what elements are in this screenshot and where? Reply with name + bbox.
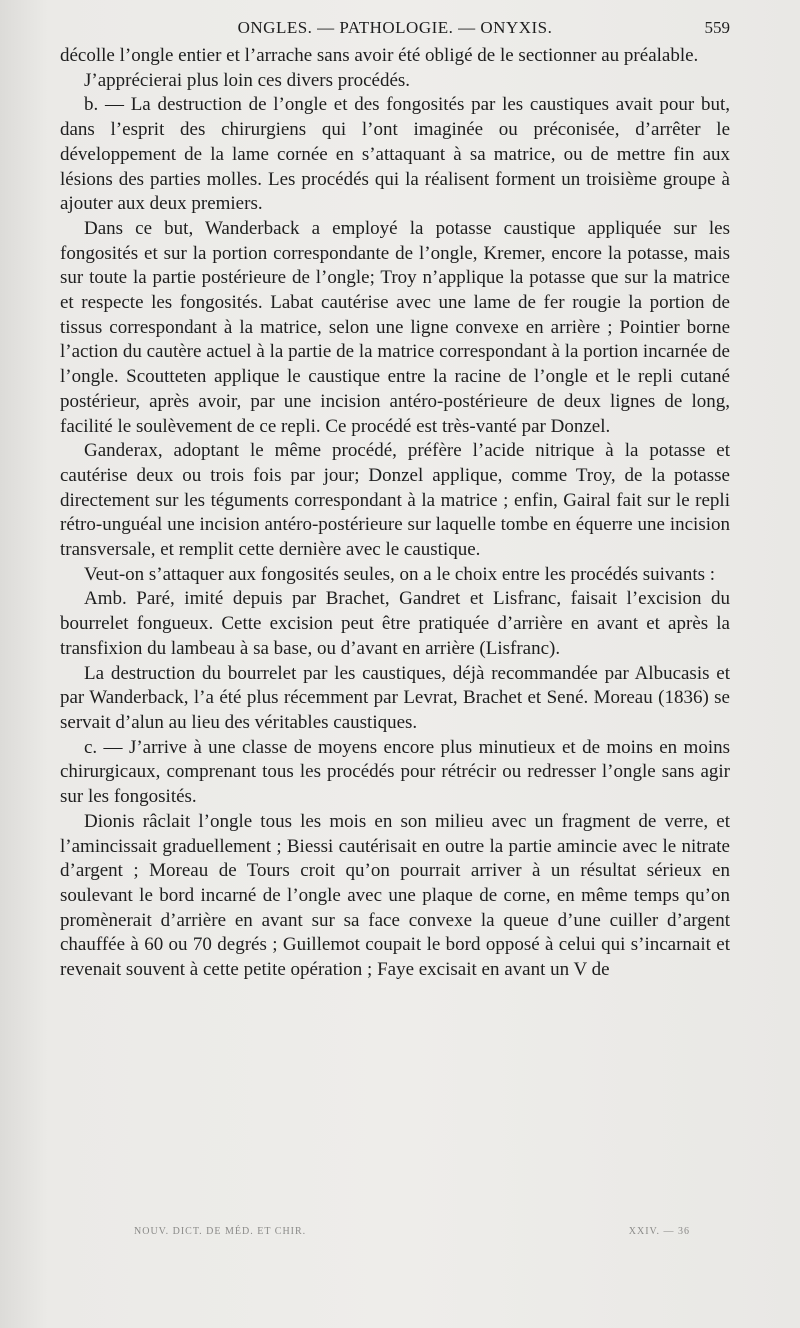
page-header — [60, 14, 730, 44]
paragraph-section-c: c. — J’arrive à une classe de moyens encore plus minutieux et de moins en moins chirurgicaux, comprenant tous les procédés pour rétrécir ou redresser l’ongle sans agir sur les fongosités. — [60, 736, 730, 808]
volume-signature: XXIV. — 36 — [628, 1226, 690, 1237]
paragraph: Dionis râclait l’ongle tous les mois en son milieu avec un fragment de verre, et l’amincissait graduellement ; Biessi cautérisait en outre la partie amincie avec le nitrate d’argent ; Moreau de Tours croit qu’on pourrait arriver à un résultat sérieux en soulevant le bord incarné de l’ongle avec une plaque de corne, en même temps qu’on promènerait d’arrière en avant sur sa face convexe la queue d’une cuiller d’argent chauffée à 60 ou 70 degrés ; Guillemot coupait le bord opposé à celui qui s’incarnait et revenait souvent à cette petite opération ; Faye excisait en avant un V de — [60, 810, 730, 981]
printer-signature: NOUV. DICT. DE MÉD. ET CHIR. — [134, 1226, 307, 1237]
paragraph-continuation: décolle l’ongle entier et l’arrache sans avoir été obligé de le sectionner au préalable. — [60, 45, 699, 66]
page-number: 559 — [704, 18, 730, 37]
paragraph: Dans ce but, Wanderback a employé la potasse caustique appliquée sur les fongosités et sur la portion correspondante de l’ongle, Kremer, encore la potasse, mais sur toute la partie postérieure de l’ongle; Troy n’applique la potasse que sur la matrice et respecte les fongosités. Labat cautérise avec une lame de fer rougie la portion de tissus correspondant à la matrice, selon une ligne convexe en arrière ; Pointier borne l’action du cautère actuel à la partie de la matrice correspondant à la portion incarnée de l’ongle. Scoutteten applique le caustique entre la racine de l’ongle et le repli cutané postérieur, après avoir, par une incision antéro-postérieure de deux lignes de long, facilité le soulèvement de ce repli. Ce procédé est très-vanté par Donzel. — [60, 217, 730, 437]
page-body — [60, 44, 730, 983]
page-footer — [60, 1226, 730, 1242]
paragraph: Ganderax, adoptant le même procédé, préfère l’acide nitrique à la potasse et cautérise deux ou trois fois par jour; Donzel applique, comme Troy, de la potasse directement sur les téguments correspondant à la matrice ; enfin, Gairal fait sur le repli rétro-unguéal une incision antéro-postérieure sur laquelle tombe en équerre une incision transversale, et remplit cette dernière avec le caustique. — [60, 440, 730, 561]
paragraph: La destruction du bourrelet par les caustiques, déjà recommandée par Albucasis et par Wanderback, l’a été plus récemment par Levrat, Brachet et Sené. Moreau (1836) se servait d’alun au lieu des véritables caustiques. — [60, 662, 730, 733]
paragraph-section-b: b. — La destruction de l’ongle et des fongosités par les caustiques avait pour but, dans l’esprit des chirurgiens qui l’ont imaginée ou préconisée, d’arrêter le développement de la lame cornée en s’attaquant à sa matrice, ou de mettre fin aux lésions des parties molles. Les procédés qui la réalisent forment un troisième groupe à ajouter aux deux premiers. — [60, 94, 730, 215]
paragraph: Amb. Paré, imité depuis par Brachet, Gandret et Lisfranc, faisait l’excision du bourrelet fongueux. Cette excision peut être pratiquée d’arrière en avant et après la transfixion du lambeau à sa base, ou d’avant en arrière (Lisfranc). — [60, 588, 730, 659]
running-title: ONGLES. — PATHOLOGIE. — ONYXIS. — [237, 18, 553, 37]
paragraph: Veut-on s’attaquer aux fongosités seules, on a le choix entre les procédés suivants : — [84, 563, 716, 585]
paragraph: J’apprécierai plus loin ces divers procédés. — [84, 69, 411, 91]
